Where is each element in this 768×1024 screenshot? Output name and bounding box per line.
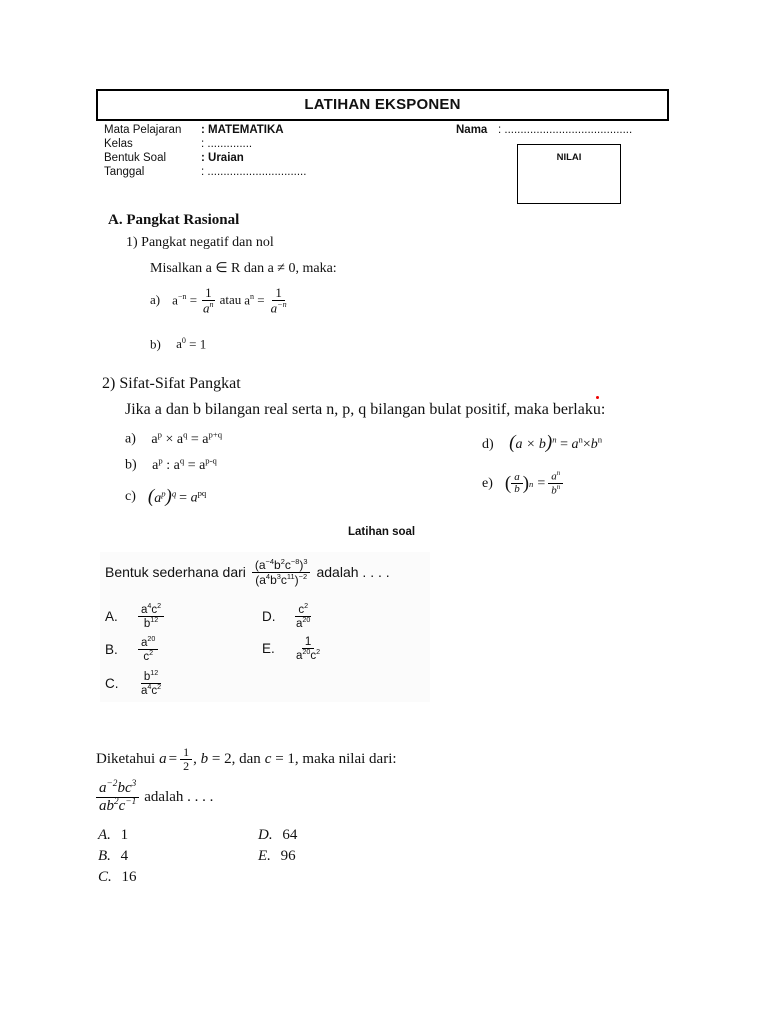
question-2-expression: $\frac{a^{-2}bc^3}{ab^2c^{-1}}$ adalah . . . . (96, 780, 213, 815)
q2-option-d[interactable]: D. 64 (258, 827, 298, 843)
q2-option-c[interactable]: C. 16 (98, 869, 137, 885)
question-2-intro: Diketahui a = $\frac{1}{2}$ , b = 2 , dan c = 1 , maka nilai dari: (96, 745, 397, 773)
formula-a-negatif: a) $a^{-n}$ = $\frac{1}{a^n}$ atau $a^n$ = $\frac{1}{a^{-n}}$ (150, 285, 287, 315)
red-mark (596, 396, 599, 399)
formula-a-atau: atau (219, 292, 242, 308)
section-2-intro: Jika a dan b bilangan real serta n, p, q bilangan bulat positif, maka berlaku: (125, 401, 606, 418)
tanggal-label: Tanggal (104, 166, 145, 178)
formula-a-label: a) (150, 292, 161, 308)
nama-label: Nama (456, 124, 488, 136)
q2-option-a[interactable]: A. 1 (98, 827, 129, 843)
section-2-heading: 2) Sifat-Sifat Pangkat (102, 375, 241, 392)
latihan-title: Latihan soal (348, 526, 416, 538)
bentuk-soal-label: Bentuk Soal (104, 152, 167, 164)
q1-suffix: adalah . . . . (316, 564, 390, 581)
tanggal-value: : ............................... (201, 166, 307, 178)
sifat-e: e) ( $\frac{a}{b}$ ) n = $\frac{a^n}{b^n}$ (482, 470, 566, 497)
sifat-c: c) $(a^p)^q$ = $a^{pq}$ (125, 486, 207, 507)
nama-value: : ........................................ (498, 124, 633, 136)
question-1-stem: Bentuk sederhana dari $\frac{(a^{-4}b^2c^{-8})^3}{(a^4b^3c^{11})^{-2}}$ adalah . . . . (105, 557, 390, 587)
q1-option-d[interactable]: D. $\frac{c^2}{a^{20}}$ (262, 602, 311, 630)
q1-option-a[interactable]: A. $\frac{a^4c^2}{b^{12}}$ (105, 603, 167, 630)
kelas-value: : .............. (201, 138, 253, 150)
q1-option-c[interactable]: C. $\frac{b^{12}}{a^4c^2}$ (105, 669, 162, 697)
q2-option-e[interactable]: E. 96 (258, 848, 296, 864)
formula-b-nol: b) $a^0 = 1$ (150, 336, 207, 352)
mata-pelajaran-label: Mata Pelajaran (104, 124, 182, 136)
kelas-label: Kelas (104, 138, 133, 150)
bentuk-soal-value: : Uraian (201, 152, 244, 164)
nilai-box (517, 144, 621, 204)
title-box (96, 89, 669, 121)
section-a-misal: Misalkan a ∈ R dan a ≠ 0, maka: (150, 261, 337, 276)
section-a-sub1: 1) Pangkat negatif dan nol (126, 235, 274, 250)
sifat-a: a) $a^p \times a^q = a^{p+q}$ (125, 429, 223, 447)
q2-option-b[interactable]: B. 4 (98, 848, 129, 864)
formula-b-label: b) (150, 336, 161, 352)
section-a-heading: A. Pangkat Rasional (108, 212, 240, 228)
page-title: LATIHAN EKSPONEN (304, 96, 461, 113)
nilai-label: NILAI (556, 152, 582, 163)
q1-option-e[interactable]: E. $\frac{1}{a^{20}c^2}$ (262, 636, 321, 662)
q1-text: Bentuk sederhana dari (105, 564, 246, 581)
sifat-b: b) $a^p$ : $a^q = a^{p-q}$ (125, 455, 217, 473)
mata-pelajaran-value: : MATEMATIKA (201, 124, 284, 136)
sifat-d: d) $(a \times b)^n = a^n\times b^n$ (482, 432, 603, 453)
q1-option-b[interactable]: B. $\frac{a^{20}}{c^2}$ (105, 636, 161, 663)
